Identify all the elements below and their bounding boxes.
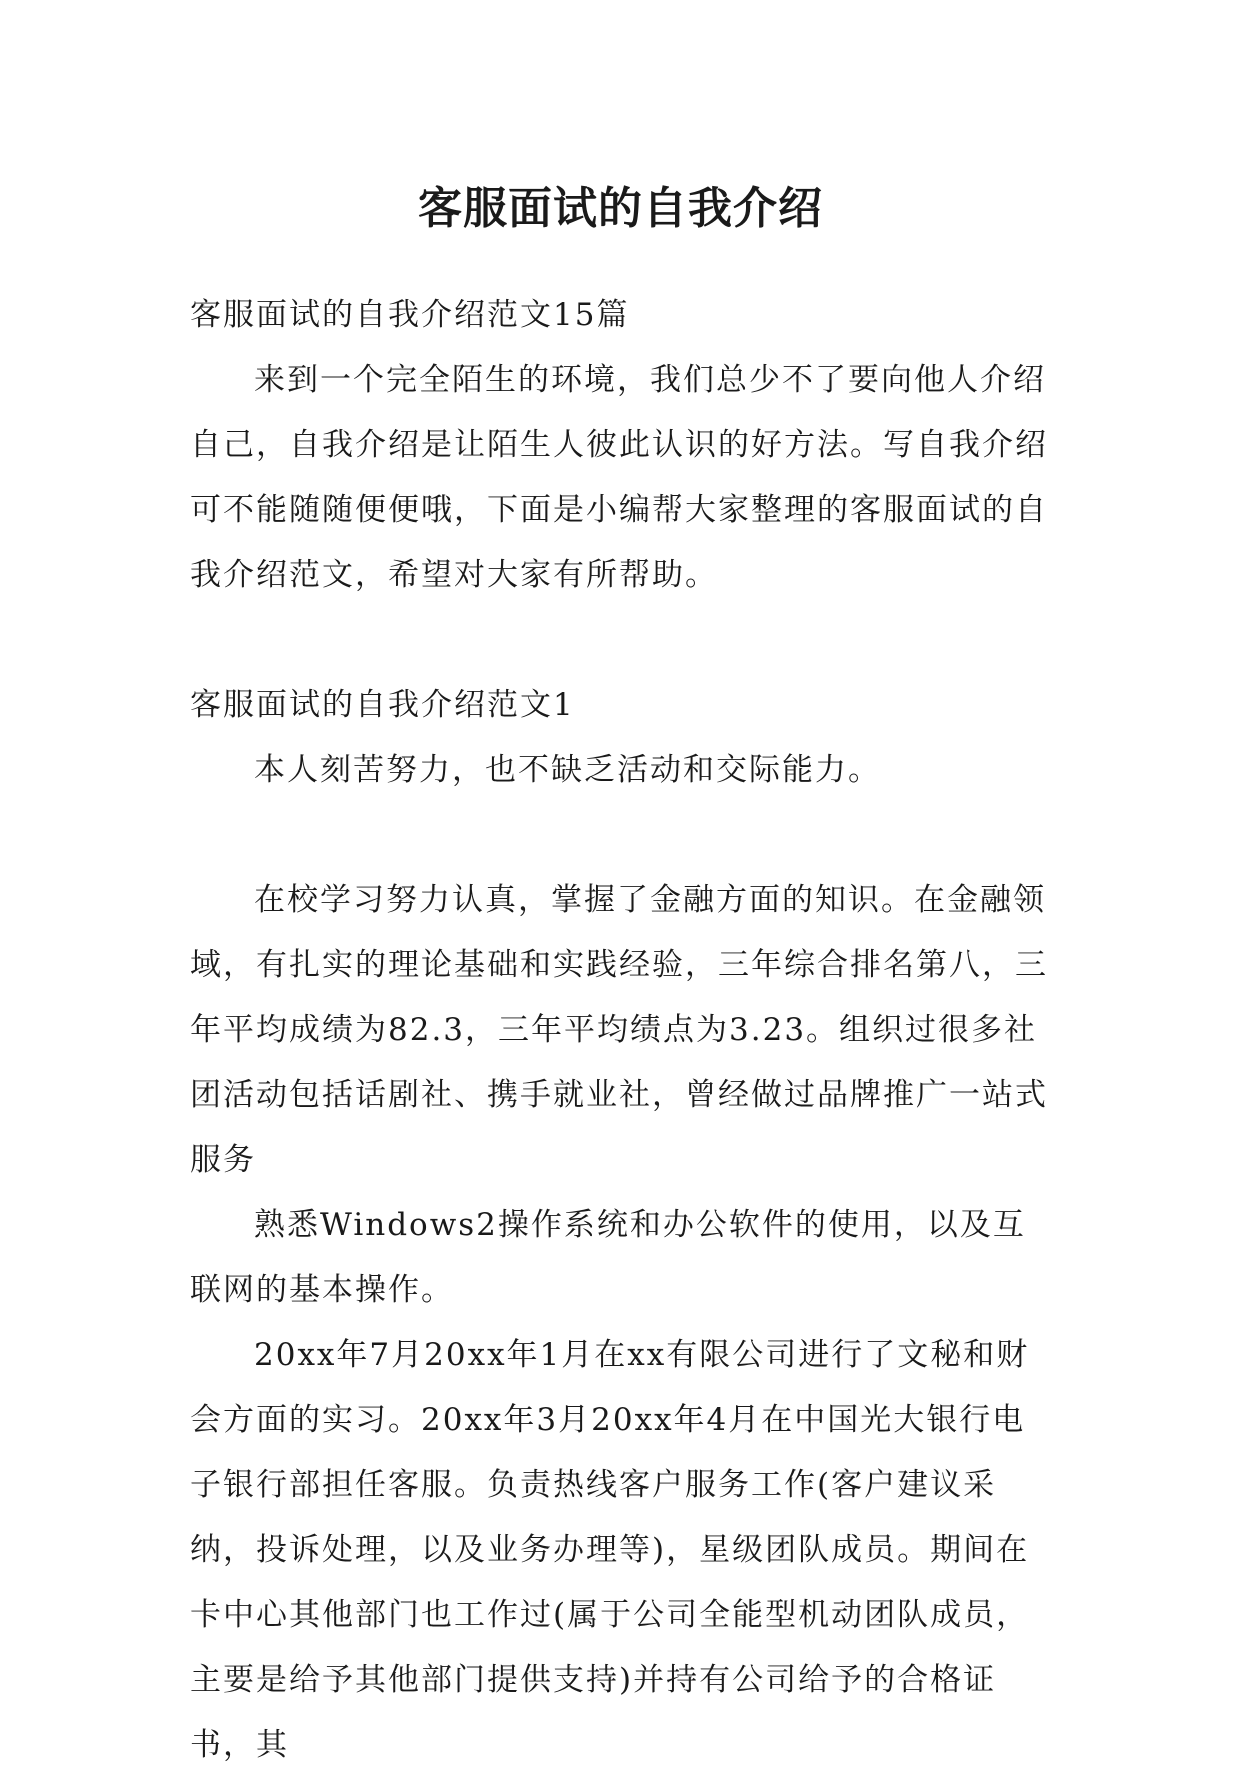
document-body [190,283,1058,1778]
subtitle: 客服面试的自我介绍范文15篇 [190,297,630,333]
intro-paragraph: 来到一个完全陌生的环境，我们总少不了要向他人介绍自己，自我介绍是让陌生人彼此认识的好方法。写自我介绍可不能随随便便哦，下面是小编帮大家整理的客服面试的自我介绍范文，希望对大家有所帮助。 [190,362,1048,593]
paragraph-1: 本人刻苦努力，也不缺乏活动和交际能力。 [254,752,881,788]
spacer [190,608,1058,673]
paragraph-2: 在校学习努力认真，掌握了金融方面的知识。在金融领域，有扎实的理论基础和实践经验，三年综合排名第八，三年平均成绩为82.3，三年平均绩点为3.23。组织过很多社团活动包括话剧社、携手就业社，曾经做过品牌推广一站式服务 [190,882,1048,1178]
paragraph-3: 熟悉Windows2操作系统和办公软件的使用，以及互联网的基本操作。 [190,1207,1026,1308]
spacer [190,803,1058,868]
page-title: 客服面试的自我介绍 [418,183,823,235]
paragraph-4: 20xx年7月20xx年1月在xx有限公司进行了文秘和财会方面的实习。20xx年3月20xx年4月在中国光大银行电子银行部担任客服。负责热线客户服务工作(客户建议采纳，投诉处理，以及业务办理等)，星级团队成员。期间在卡中心其他部门也工作过(属于公司全能型机动团队成员，主要是给予其他部门提供支持)并持有公司给予的合格证书，其 [190,1337,1030,1763]
section-heading: 客服面试的自我介绍范文1 [190,687,575,723]
